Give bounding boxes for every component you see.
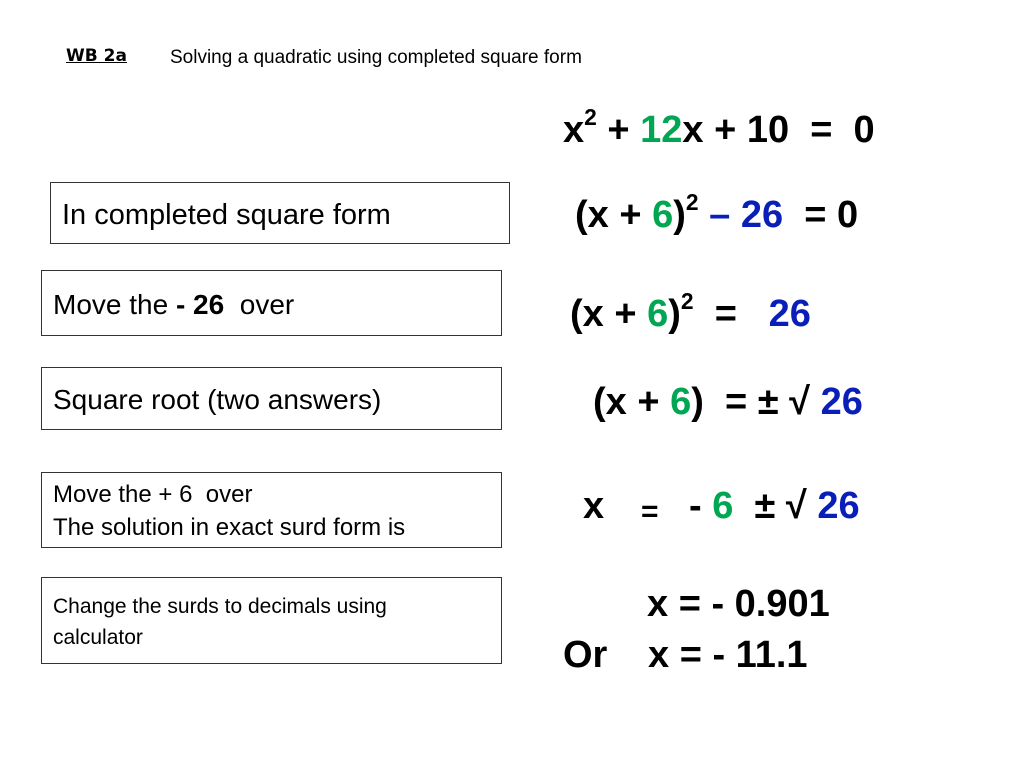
answer-2: x = - 11.1 [648, 634, 808, 676]
eq-part: (x + [575, 194, 653, 236]
step-box-move-26 [41, 270, 502, 336]
equation-original [563, 103, 875, 151]
page-title: Solving a quadratic using completed square form [170, 47, 582, 68]
eq-number: 6 [647, 293, 669, 335]
eq-part: ) [668, 293, 681, 335]
eq-number: 26 [817, 485, 860, 527]
equation-surd-equals: = [641, 495, 659, 528]
eq-part: + [596, 109, 641, 151]
equation-moved [570, 287, 811, 335]
exponent: 2 [685, 188, 699, 215]
eq-part: x [583, 485, 605, 527]
eq-number: 6 [652, 194, 674, 236]
step-text-bold: - 26 [175, 289, 225, 320]
step-text: In completed square form [62, 199, 391, 231]
eq-number: 6 [712, 485, 734, 527]
step-box-completed-square [50, 182, 510, 244]
equation-surd-solution [583, 487, 604, 525]
equation-completed-square [575, 188, 859, 236]
step-text-line2: The solution in exact surd form is [53, 514, 406, 541]
eq-part: = 0 [783, 194, 859, 236]
eq-part: = [693, 293, 769, 335]
step-box-decimals [41, 577, 502, 664]
eq-part: - [689, 485, 713, 527]
equation-square-root [593, 383, 863, 421]
eq-part: ) [673, 194, 686, 236]
exponent: 2 [584, 103, 597, 130]
step-box-move-6 [41, 472, 502, 548]
eq-number: 26 [768, 293, 811, 335]
step-box-square-root [41, 367, 502, 430]
step-text-after: over [224, 289, 295, 320]
eq-part: ) = ± √ [691, 381, 821, 423]
eq-part: x [563, 109, 585, 151]
eq-part: (x + [570, 293, 648, 335]
eq-part: x + 10 = 0 [682, 109, 875, 151]
eq-number: 26 [820, 381, 863, 423]
step-text [53, 289, 294, 321]
eq-part: ± √ [733, 485, 818, 527]
eq-coefficient: 12 [640, 109, 683, 151]
eq-part: (x + [593, 381, 671, 423]
worked-example-label: WB 2a [66, 46, 127, 66]
eq-minus: – [698, 194, 741, 236]
eq-number: 26 [740, 194, 784, 236]
step-text-line1: Move the + 6 over [53, 481, 253, 508]
eq-number: 6 [670, 381, 692, 423]
answer-1: x = - 0.901 [647, 583, 830, 625]
exponent: 2 [680, 287, 694, 314]
equation-surd-rhs [689, 487, 860, 525]
step-text: Square root (two answers) [53, 384, 382, 415]
step-text-before: Move the [53, 289, 176, 320]
answer-or: Or [563, 634, 608, 676]
step-text-line2: calculator [53, 626, 143, 649]
step-text-line1: Change the surds to decimals using [53, 595, 387, 618]
